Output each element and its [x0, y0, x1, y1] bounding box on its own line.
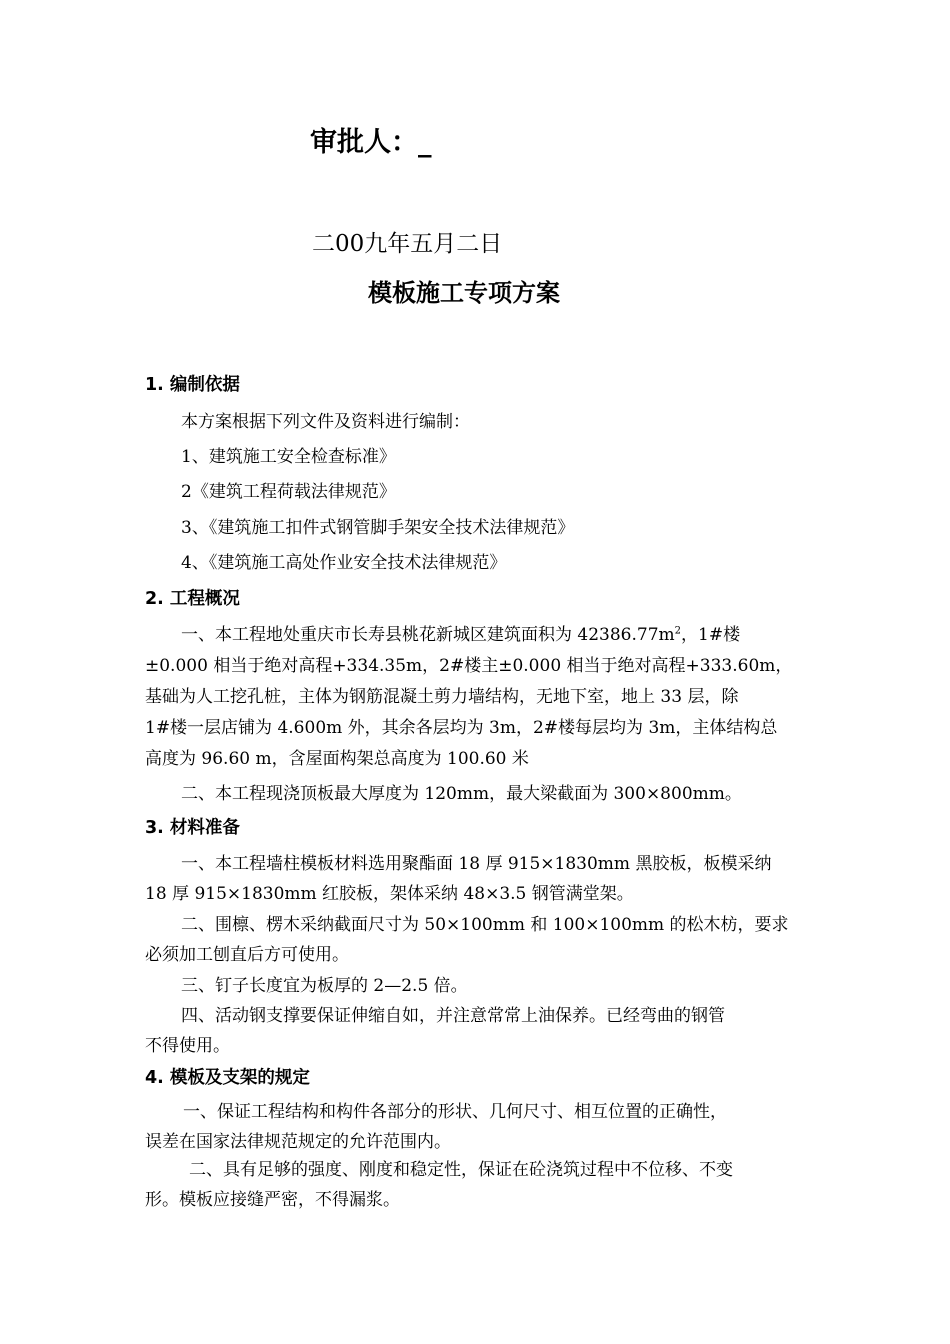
paragraph-line: 二、具有足够的强度、刚度和稳定性，保证在砼浇筑过程中不位移、不变 — [189, 1160, 733, 1180]
superscript: 2 — [674, 625, 682, 637]
paragraph-line: 三、钉子长度宜为板厚的 2—2.5 倍。 — [181, 976, 468, 996]
section-2-heading: 2. 工程概况 — [145, 589, 240, 609]
paragraph-line — [181, 620, 740, 645]
paragraph-line: 必须加工刨直后方可使用。 — [145, 945, 349, 965]
section-1-intro: 本方案根据下列文件及资料进行编制： — [181, 412, 470, 432]
paragraph-line: 二、本工程现浇顶板最大厚度为 120mm，最大梁截面为 300×800mm。 — [181, 784, 742, 804]
document-title: 模板施工专项方案 — [368, 279, 560, 307]
approver-line: 审批人：_ — [310, 127, 432, 158]
date-line: 二00九年五月二日 — [312, 231, 503, 257]
reference-item: 1、建筑施工安全检查标准》 — [181, 447, 396, 467]
section-1-heading: 1. 编制依据 — [145, 375, 240, 395]
paragraph-line: 四、活动钢支撑要保证伸缩自如，并注意常常上油保养。已经弯曲的钢管 — [181, 1006, 725, 1026]
reference-item: 4、《建筑施工高处作业安全技术法律规范》 — [181, 553, 507, 573]
paragraph-line: 1#楼一层店铺为 4.600m 外，其余各层均为 3m，2#楼每层均为 3m，主体结构总 — [145, 718, 778, 738]
paragraph-line: 误差在国家法律规范规定的允许范围内。 — [145, 1132, 451, 1152]
section-4-heading: 4. 模板及支架的规定 — [145, 1068, 310, 1088]
reference-item: 2《建筑工程荷载法律规范》 — [181, 482, 396, 502]
paragraph-line: 高度为 96.60 m，含屋面构架总高度为 100.60 米 — [145, 749, 529, 769]
section-3-heading: 3. 材料准备 — [145, 818, 240, 838]
paragraph-line: 形。模板应接缝严密，不得漏浆。 — [145, 1190, 400, 1210]
paragraph-line: 基础为人工挖孔桩，主体为钢筋混凝土剪力墙结构，无地下室，地上 33 层，除 — [145, 687, 739, 707]
paragraph-line: 不得使用。 — [145, 1036, 230, 1056]
paragraph-line: ±0.000 相当于绝对高程+334.35m，2#楼主±0.000 相当于绝对高程+333.60m， — [145, 656, 793, 676]
reference-item: 3、《建筑施工扣件式钢管脚手架安全技术法律规范》 — [181, 518, 575, 538]
text-run: 一、本工程地处重庆市长寿县桃花新城区建筑面积为 42386.77m — [181, 625, 675, 645]
paragraph-line: 18 厚 915×1830mm 红胶板，架体采纳 48×3.5 钢管满堂架。 — [145, 884, 634, 904]
text-run: ，1#楼 — [681, 625, 741, 645]
paragraph-line: 一、本工程墙柱模板材料选用聚酯面 18 厚 915×1830mm 黑胶板，板模采纳 — [181, 854, 772, 874]
paragraph-line: 一、保证工程结构和构件各部分的形状、几何尺寸、相互位置的正确性， — [183, 1102, 727, 1122]
paragraph-line: 二、围檩、楞木采纳截面尺寸为 50×100mm 和 100×100mm 的松木枋，要求 — [181, 915, 789, 935]
